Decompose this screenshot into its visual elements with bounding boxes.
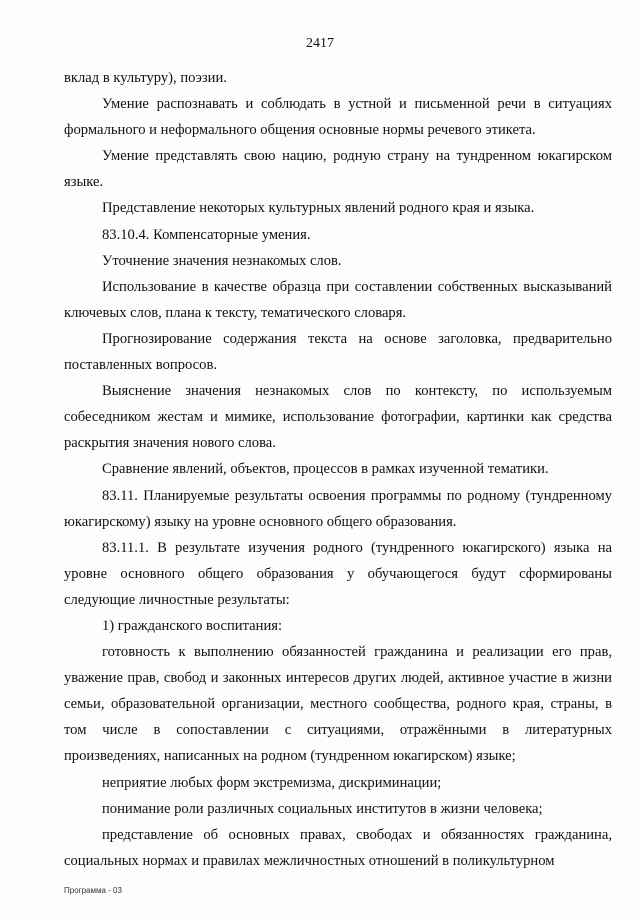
paragraph: Умение представлять свою нацию, родную страну на тундренном юкагирском языке. bbox=[64, 148, 612, 191]
paragraph: понимание роли различных социальных институтов в жизни человека; bbox=[102, 800, 543, 817]
section-heading: 83.10.4. Компенсаторные умения. bbox=[102, 226, 311, 243]
paragraph: Прогнозирование содержания текста на основе заголовка, предварительно поставленных вопросов. bbox=[64, 330, 612, 374]
paragraph: готовность к выполнению обязанностей гражданина и реализации его прав, уважение прав, свобод и законных интересов других людей, активное участие в жизни семьи, образовательной организации, местного сообщества, родного края, страны, в том числе в сопоставлении с ситуациями, отражёнными в литературных произведениях, написанных на родном (тундренном юкагирском) языке; bbox=[64, 644, 612, 765]
paragraph: представление об основных правах, свободах и обязанностях гражданина, социальных нормах и правилах межличностных отношений в поликультурном bbox=[64, 826, 612, 869]
section-heading: 83.11.1. В результате изучения родного (тундренного юкагирского) языка на уровне основного общего образования у обучающегося будут сформированы следующие личностные результаты: bbox=[64, 539, 612, 608]
footer-label: Программа - 03 bbox=[64, 886, 122, 895]
paragraph: неприятие любых форм экстремизма, дискриминации; bbox=[102, 774, 442, 791]
paragraph: Выяснение значения незнакомых слов по контексту, по используемым собеседником жестам и мимике, использование фотографии, картинки как средства раскрытия значения нового слова. bbox=[64, 383, 612, 452]
paragraph: Уточнение значения незнакомых слов. bbox=[102, 252, 342, 269]
paragraph: Умение распознавать и соблюдать в устной и письменной речи в ситуациях формального и неформального общения основные нормы речевого этикета. bbox=[64, 96, 612, 139]
paragraph: Использование в качестве образца при составлении собственных высказываний ключевых слов, плана к тексту, тематического словаря. bbox=[64, 278, 612, 321]
paragraph: вклад в культуру), поэзии. bbox=[64, 70, 227, 86]
page-number: 2417 bbox=[306, 36, 334, 51]
section-heading: 83.11. Планируемые результаты освоения программы по родному (тундренному юкагирскому) языку на уровне основного общего образования. bbox=[64, 487, 612, 530]
paragraph: Представление некоторых культурных явлений родного края и языка. bbox=[102, 200, 535, 217]
paragraph: Сравнение явлений, объектов, процессов в рамках изученной тематики. bbox=[102, 461, 549, 478]
document-body bbox=[64, 65, 612, 874]
list-heading: 1) гражданского воспитания: bbox=[102, 617, 283, 634]
